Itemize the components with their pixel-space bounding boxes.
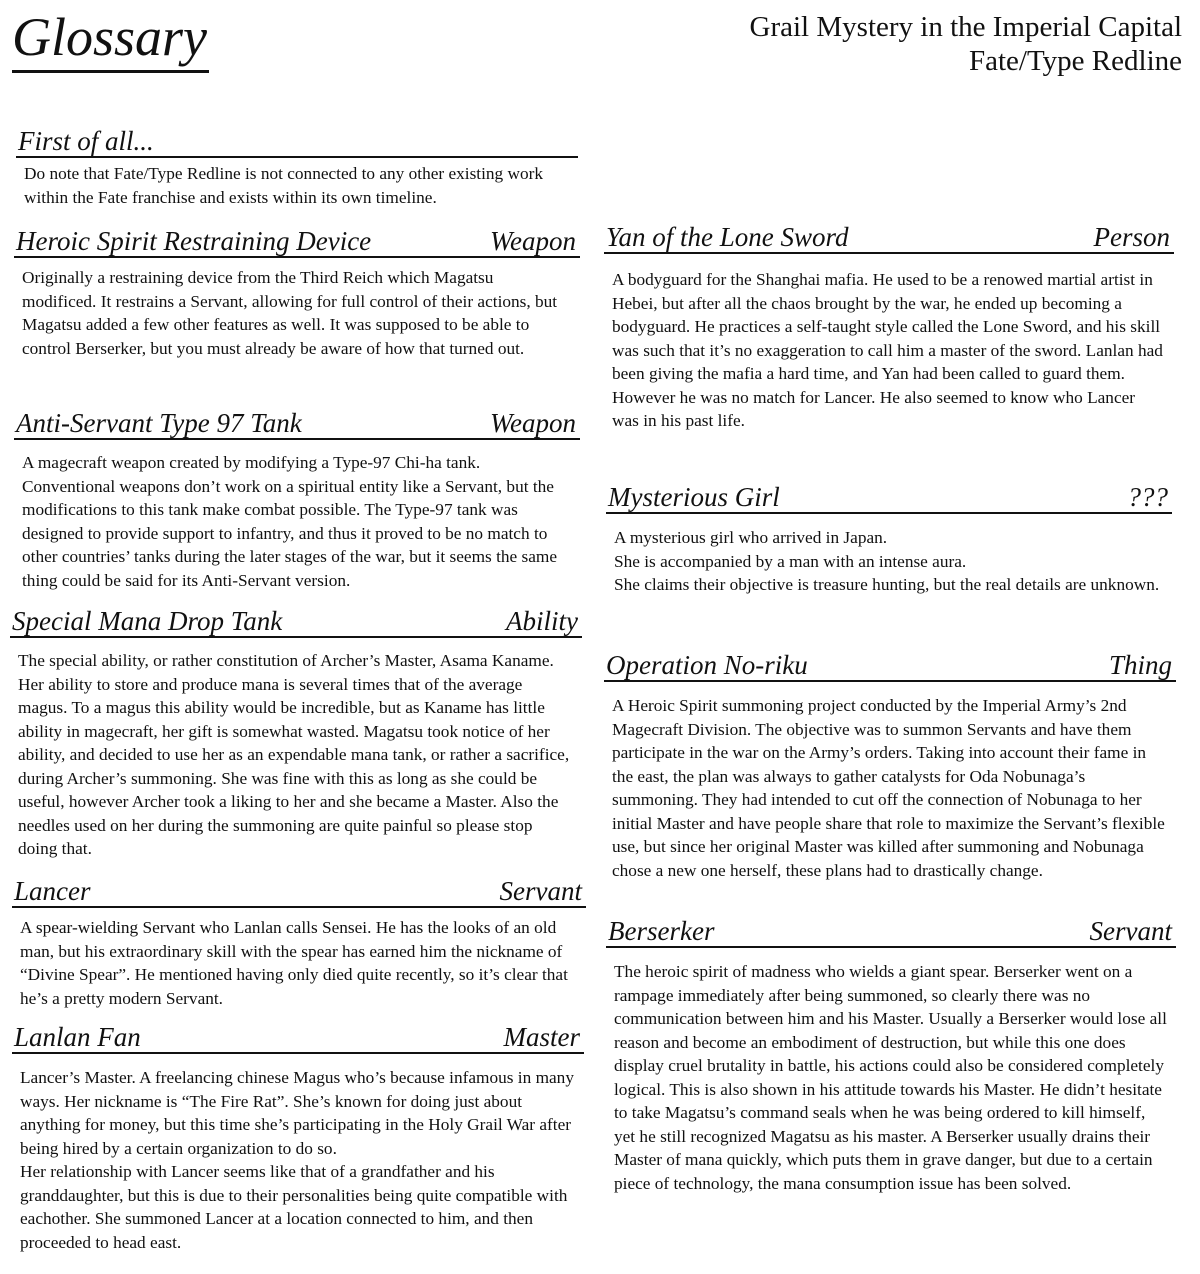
entry-category: Master bbox=[503, 1022, 580, 1052]
entry-term: Anti-Servant Type 97 Tank bbox=[16, 408, 302, 438]
entry-lancer bbox=[12, 876, 586, 1010]
entry-heading bbox=[606, 916, 1176, 948]
entry-paragraph: Her relationship with Lancer seems like that of a grandfather and his granddaughter, but this is due to their personalities being quite compatible with eachother. She summoned Lancer at a location connected to him, and then proceeded to head east. bbox=[20, 1162, 568, 1252]
entry-term: Lancer bbox=[14, 876, 91, 906]
page-title: Glossary bbox=[12, 4, 209, 73]
entry-body bbox=[10, 638, 582, 861]
entry-heroic-spirit-restraining-device bbox=[14, 226, 580, 360]
entry-paragraph: She claims their objective is treasure hunting, but the real details are unknown. bbox=[614, 575, 1160, 594]
entry-category: Weapon bbox=[490, 408, 576, 438]
entry-yan-of-the-lone-sword bbox=[604, 222, 1174, 433]
entry-body bbox=[12, 1054, 584, 1254]
entry-paragraph: The special ability, or rather constitution of Archer’s Master, Asama Kaname. Her ability to store and produce mana is several times that of the average magus. To a magus this ability would be incredible, but as Kaname has little ability in magecraft, her gift is somewhat wasted. Magatsu took notice of her ability, and decided to use her as an expendable mana tank, or rather a sacrifice, during Archer’s summoning. She was fine with this as long as she could be useful, however Archer took a liking to her and she became a Master. Also the needles used on her during the summoning are quite painful so please stop doing that. bbox=[18, 651, 570, 858]
entry-category: Servant bbox=[499, 876, 582, 906]
entry-body bbox=[16, 158, 578, 209]
entry-paragraph: A spear-wielding Servant who Lanlan calls Sensei. He has the looks of an old man, but his extraordinary skill with the spear has earned him the nickname of “Divine Spear”. He mentioned having only died quite recently, so it’s clear that he’s a pretty modern Servant. bbox=[20, 918, 568, 1008]
entry-first-of-all bbox=[16, 126, 578, 209]
entry-term: Yan of the Lone Sword bbox=[606, 222, 849, 252]
entry-body bbox=[14, 440, 580, 592]
entry-paragraph: A magecraft weapon created by modifying a Type-97 Chi-ha tank. Conventional weapons don’t work on a spiritual entity like a Servant, but the modifications to this tank make combat possible. The Type-97 tank was designed to provide support to infantry, and thus it proved to be no match to other countries’ tanks during the later stages of the war, but it seems the same thing could be said for its Anti-Servant version. bbox=[22, 453, 558, 590]
entry-heading bbox=[606, 482, 1172, 514]
entry-paragraph: A Heroic Spirit summoning project conducted by the Imperial Army’s 2nd Magecraft Division. The objective was to summon Servants and have them participate in the war on the Army’s orders. Taking into account their fame in the east, the plan was always to gather catalysts for Oda Nobunaga’s summoning. They had intended to cut off the connection of Nobunaga to her initial Master and have people share that role to maximize the Servant’s flexible use, but since her original Master was killed after summoning and Nobunaga chose a new one herself, these plans had to drastically change. bbox=[612, 696, 1165, 880]
entry-heading bbox=[14, 226, 580, 258]
work-title bbox=[750, 10, 1182, 78]
entry-category: ??? bbox=[1127, 482, 1168, 512]
entry-paragraph: She is accompanied by a man with an intense aura. bbox=[614, 551, 967, 571]
entry-body bbox=[606, 514, 1172, 597]
entry-lanlan-fan bbox=[12, 1022, 584, 1254]
entry-heading bbox=[12, 876, 586, 908]
entry-term: Operation No-riku bbox=[606, 650, 808, 680]
entry-term: Mysterious Girl bbox=[608, 482, 780, 512]
work-title-line-1: Grail Mystery in the Imperial Capital bbox=[749, 11, 1182, 43]
entry-mysterious-girl bbox=[606, 482, 1172, 597]
entry-category: Weapon bbox=[490, 226, 576, 256]
work-title-line-2: Fate/Type Redline bbox=[969, 45, 1182, 77]
entry-heading bbox=[10, 606, 582, 638]
entry-term: Berserker bbox=[608, 916, 715, 946]
entry-paragraph: Originally a restraining device from the Third Reich which Magatsu modificed. It restrains a Servant, allowing for full control of their actions, but Magatsu added a few other features as well. It was supposed to be able to control Berserker, but you must already be aware of how that turned out. bbox=[22, 268, 558, 358]
entry-term: Heroic Spirit Restraining Device bbox=[16, 226, 372, 256]
entry-category: Servant bbox=[1089, 916, 1172, 946]
entry-paragraph: A mysterious girl who arrived in Japan. bbox=[614, 528, 888, 547]
entry-paragraph: Lancer’s Master. A freelancing chinese Magus who’s because infamous in many ways. Her nickname is “The Fire Rat”. She’s known for doing just about anything for money, but this time she’s participating in the Holy Grail War after being hired by a certain organization to do so. bbox=[20, 1068, 574, 1158]
entry-anti-servant-type-97-tank bbox=[14, 408, 580, 592]
entry-body bbox=[14, 258, 580, 360]
entry-operation-no-riku bbox=[604, 650, 1176, 882]
entry-body bbox=[12, 908, 586, 1010]
entry-heading bbox=[12, 1022, 584, 1054]
entry-paragraph: A bodyguard for the Shanghai mafia. He used to be a renowed martial artist in Hebei, but after all the chaos brought by the war, he ended up becoming a bodyguard. He practices a self-taught style called the Lone Sword, and his skill was such that it’s no exaggeration to call him a master of the sword. Lanlan had been giving the mafia a hard time, and Yan had been called to guard them. However he was no match for Lancer. He also seemed to know who Lancer was in his past life. bbox=[612, 270, 1163, 430]
entry-category: Person bbox=[1093, 222, 1170, 252]
entry-paragraph: Do note that Fate/Type Redline is not connected to any other existing work within the Fate franchise and exists within its own timeline. bbox=[24, 164, 544, 207]
entry-category: Ability bbox=[506, 606, 578, 636]
entry-body bbox=[604, 254, 1174, 433]
entry-paragraph: The heroic spirit of madness who wields a giant spear. Berserker went on a rampage immediately after being summoned, so clearly there was no communication between him and his Master. Usually a Berserker would lose all reason and become an embodiment of destruction, but while this one does display cruel brutality in battle, his actions could also be considered completely logical. This is also shown in his attitude towards his Master. He didn’t hesitate to take Magatsu’s command seals when he was being ordered to kill himself, yet he still recognized Magatsu as his master. A Berserker usually drains their Master of mana quickly, which puts them in grave danger, but due to a certain piece of technology, the mana consumption issue has been solved. bbox=[614, 962, 1167, 1193]
entry-term: Lanlan Fan bbox=[14, 1022, 141, 1052]
entry-term: Special Mana Drop Tank bbox=[12, 606, 283, 636]
entry-special-mana-drop-tank bbox=[10, 606, 582, 861]
entry-term: First of all... bbox=[18, 126, 154, 156]
entry-heading bbox=[16, 126, 578, 158]
entry-heading bbox=[604, 650, 1176, 682]
entry-category: Thing bbox=[1108, 650, 1172, 680]
entry-heading bbox=[14, 408, 580, 440]
entry-body bbox=[604, 682, 1176, 882]
entry-berserker bbox=[606, 916, 1176, 1195]
entry-body bbox=[606, 948, 1176, 1195]
entry-heading bbox=[604, 222, 1174, 254]
